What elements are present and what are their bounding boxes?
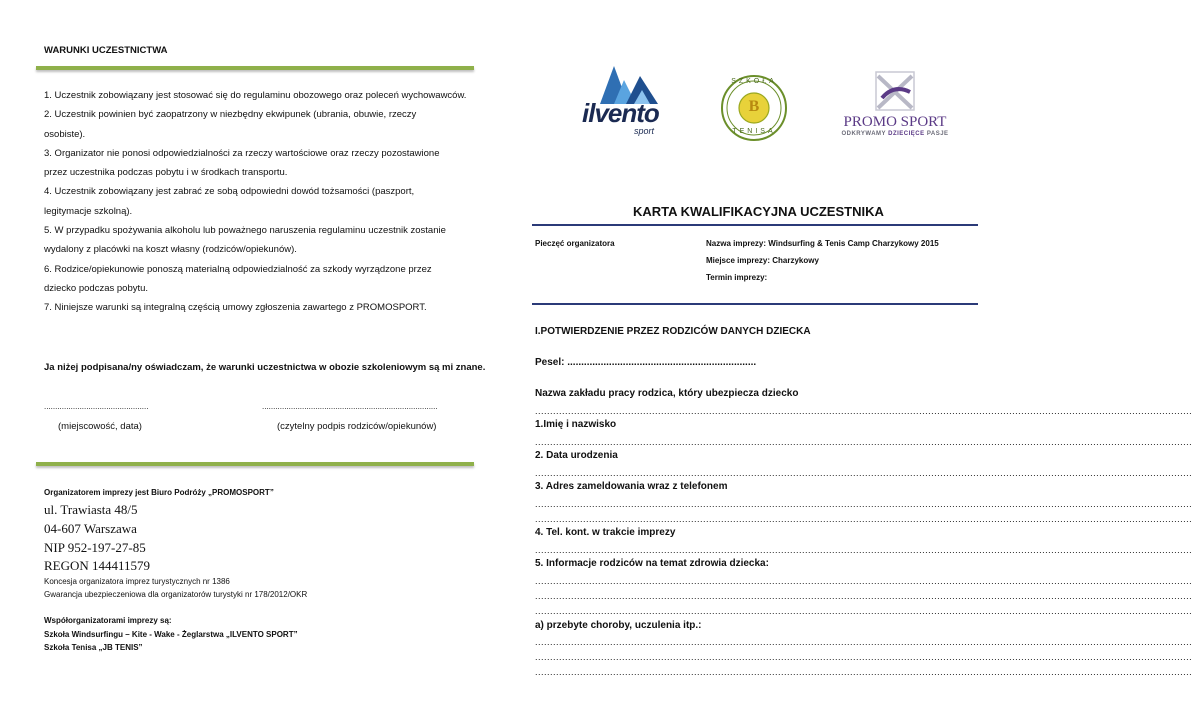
condition-line: 3. Organizator nie ponosi odpowiedzialności za rzeczy wartościowe oraz rzeczy pozostawione [44,147,440,159]
address-city: 04-607 Warszawa [44,521,137,536]
title-divider [532,224,978,226]
phone-label: 4. Tel. kont. w trakcie imprezy [535,527,676,538]
address-field-line-1[interactable]: ........................................................................................................................................................................................................................... [535,499,1192,509]
health-info-line-2[interactable]: ........................................................................................................................................................................................................................... [535,591,1192,601]
condition-line: 7. Niniejsze warunki są integralną częścią umowy zgłoszenia zawartego z PROMOSPORT. [44,302,427,314]
declaration-text: Ja niżej podpisana/ny oświadczam, że warunki uczestnictwa w obozie szkoleniowym są mi znane. [44,362,486,373]
condition-line: 2. Uczestnik powinien być zaopatrzony w niezbędny ekwipunek (ubrania, obuwie, rzeczy [44,109,417,121]
regon-number: REGON 144411579 [44,558,151,573]
condition-line: 1. Uczestnik zobowiązany jest stosować się do regulaminu obozowego oraz poleceń wychowawców. [44,90,467,101]
employer-label: Nazwa zakładu pracy rodzica, który ubezpiecza dziecko [535,388,799,399]
nip-number: NIP 952-197-27-85 [44,540,146,555]
illness-line-3[interactable]: ........................................................................................................................................................................................................................... [535,667,1192,677]
promo-sport-title: PROMO SPORT [843,114,947,130]
event-place: Miejsce imprezy: Charzykowy [706,256,819,265]
ilvento-logo [578,62,670,142]
signature-label: (czytelny podpis rodziców/opiekunów) [277,421,437,432]
address-street: ul. Trawiasta 48/5 [44,502,138,517]
organizer-title: Organizatorem imprezy jest Biuro Podróży „PROMOSPORT” [44,488,274,497]
illness-line-2[interactable]: ........................................................................................................................................................................................................................... [535,652,1192,662]
event-date: Termin imprezy: [706,273,768,282]
name-label: 1.Imię i nazwisko [535,419,617,430]
promo-sport-emblem-icon [836,70,954,114]
tennis-school-logo [720,74,788,142]
stamp-label: Pieczęć organizatora [535,239,615,248]
name-field[interactable]: ........................................................................................................................................................................................................................... [535,437,1192,447]
health-info-line-3[interactable]: ........................................................................................................................................................................................................................... [535,606,1192,616]
birth-date-label: 2. Data urodzenia [535,450,618,461]
event-name: Nazwa imprezy: Windsurfing & Tenis Camp Charzykowy 2015 [706,239,939,248]
promo-sport-tagline [836,131,954,137]
illness-line-1[interactable]: ........................................................................................................................................................................................................................... [535,637,1192,647]
coorganizer-ilvento: Szkoła Windsurfingu – Kite - Wake - Żeglarstwa „ILVENTO SPORT” [44,630,298,639]
health-info-line-1[interactable]: ........................................................................................................................................................................................................................... [535,576,1192,586]
place-date-dots: ............................................... [44,402,149,411]
address-label: 3. Adres zameldowania wraz z telefonem [535,481,728,492]
ilvento-sub: sport [634,126,655,136]
green-divider-bottom [36,462,474,466]
license-text: Koncesja organizatora imprez turystycznych nr 1386 [44,577,230,586]
condition-line: wydalony z placówki na koszt własny (rodziców/opiekunów). [44,244,297,256]
condition-line: dziecko podczas pobytu. [44,282,149,294]
coorganizers-title: Współorganizatorami imprezy są: [44,616,172,625]
tagline-word-2: DZIECIĘCE [888,131,925,137]
pesel-field[interactable]: Pesel: .................................................................... [535,357,757,368]
conditions-list [44,86,474,318]
tennis-letter: B [748,98,760,115]
section-title: I.POTWIERDZENIE PRZEZ RODZICÓW DANYCH DZIECKA [535,326,811,337]
tagline-word-3: PASJE [926,131,949,137]
condition-line: 5. W przypadku spożywania alkoholu lub poważnego naruszenia regulaminu uczestnik zostanie [44,225,446,237]
tagline-word-1: ODKRYWAMY [841,131,886,137]
promo-sport-logo [836,70,954,140]
ilvento-wordmark: ilvento [582,98,659,128]
tennis-arc-top: SZKOŁA [731,78,777,85]
coorganizer-jb-tenis: Szkoła Tenisa „JB TENIS” [44,643,143,652]
condition-line: osobiste). [44,128,86,140]
phone-field[interactable]: ........................................................................................................................................................................................................................... [535,545,1192,555]
signature-dots: ............................................................................... [262,402,438,411]
condition-line: przez uczestnika podczas pobytu i w środkach transportu. [44,167,288,179]
header-divider [532,303,978,305]
condition-line: legitymacje szkolną). [44,205,133,217]
conditions-heading: WARUNKI UCZESTNICTWA [44,45,168,56]
place-date-label: (miejscowość, data) [58,421,142,432]
employer-field[interactable]: ........................................................................................................................................................................................................................... [535,406,1192,416]
condition-line: 6. Rodzice/opiekunowie ponoszą materialną odpowiedzialność za szkody wyrządzone przez [44,263,432,275]
guarantee-text: Gwarancja ubezpieczeniowa dla organizatorów turystyki nr 178/2012/OKR [44,590,308,599]
address-field-line-2[interactable]: ........................................................................................................................................................................................................................... [535,514,1192,524]
tennis-arc-bottom: TENISA [732,128,776,135]
green-divider-top [36,66,474,70]
form-title: KARTA KWALIFIKACYJNA UCZESTNIKA [633,204,884,219]
health-info-label: 5. Informacje rodziców na temat zdrowia dziecka: [535,558,769,569]
condition-line: 4. Uczestnik zobowiązany jest zabrać ze sobą odpowiedni dowód tożsamości (paszport, [44,186,415,198]
birth-date-field[interactable]: ........................................................................................................................................................................................................................... [535,468,1192,478]
illness-label: a) przebyte choroby, uczulenia itp.: [535,620,702,631]
